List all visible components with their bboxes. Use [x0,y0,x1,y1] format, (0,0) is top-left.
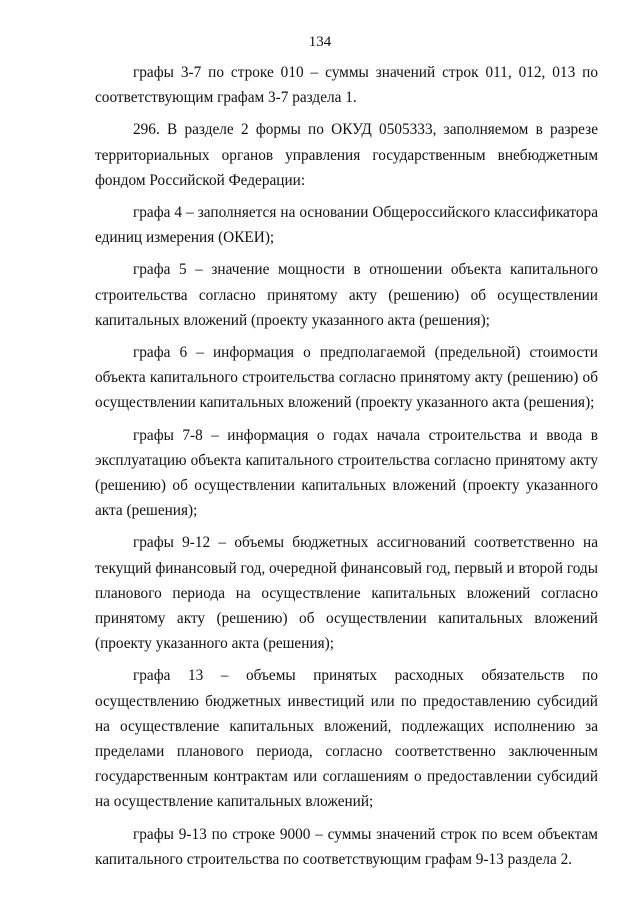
paragraph-9: графы 9-13 по строке 9000 – суммы значений строк по всем объектам капитального строительства по соответствующим графам 9-13 раздела 2. [95,825,598,868]
paragraph-1: графы 3-7 по строке 010 – суммы значений строк 011, 012, 013 по соответствующим графам 3-7 раздела 1. [95,64,598,107]
paragraph-2: 296. В разделе 2 формы по ОКУД 0505333, заполняемом в разрезе территориальных органов управления государственным внебюджетным фондом Российской Федерации: [95,121,598,189]
paragraph-8: графа 13 – объемы принятых расходных обязательств по осуществлению бюджетных инвестиций или по предоставлению субсидий на осуществление капитальных вложений, подлежащих исполнению за пределами планового периода, согласно соответственно заключенным государственным контрактам или соглашениям о предоставлении субсидий на осуществление капитальных вложений; [95,667,598,811]
paragraph-4: графа 5 – значение мощности в отношении объекта капитального строительства согласно принятому акту (решению) об осуществлении капитальных вложений (проекту указанного акта (решения); [95,261,598,329]
page-body [95,60,598,879]
paragraph-7: графы 9-12 – объемы бюджетных ассигнований соответственно на текущий финансовый год, очередной финансовый год, первый и второй годы планового периода на осуществление капитальных вложений согласно принятому акту (решению) об осуществлении капитальных вложений (проекту указанного акта (решения); [95,534,598,653]
paragraph-6: графы 7-8 – информация о годах начала строительства и ввода в эксплуатацию объекта капитального строительства согласно принятому акту (решению) об осуществлении капитальных вложений (проекту указанного акта (решения); [95,426,598,520]
paragraph-5: графа 6 – информация о предполагаемой (предельной) стоимости объекта капитального строительства согласно принятому акту (решению) об осуществлении капитальных вложений (проекту указанного акта (решения); [95,344,598,412]
page-number: 134 [308,34,332,50]
paragraph-3: графа 4 – заполняется на основании Общероссийского классификатора единиц измерения (ОКЕИ); [95,204,598,247]
